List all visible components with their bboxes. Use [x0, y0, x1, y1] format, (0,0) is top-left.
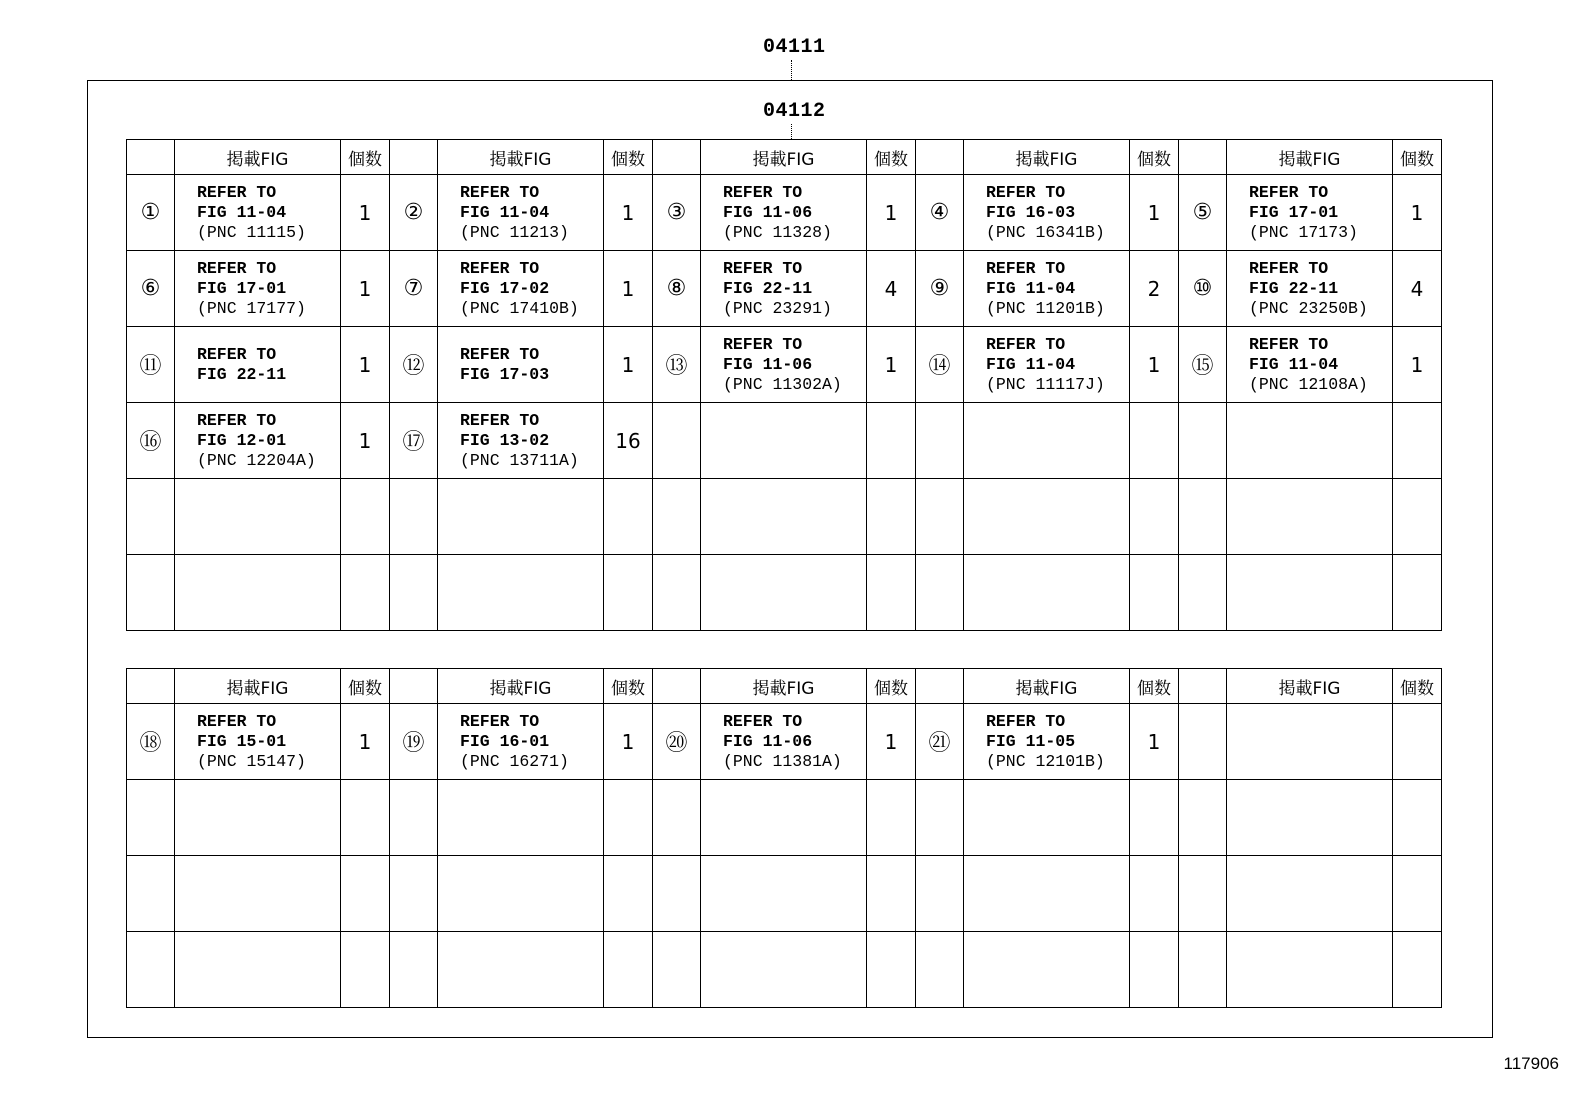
pnc-text: (PNC 11302A)	[723, 374, 842, 394]
fig-reference	[438, 403, 604, 479]
refer-to-text: REFER TO	[723, 711, 803, 731]
table-row	[127, 780, 1442, 856]
item-number	[1179, 932, 1227, 1008]
header-fig-label: 掲載FIG	[438, 140, 604, 175]
quantity-value	[1393, 932, 1442, 1008]
fig-reference	[701, 479, 867, 555]
quantity-value: 1	[867, 175, 916, 251]
header-fig-label: 掲載FIG	[964, 669, 1130, 704]
quantity-value	[341, 479, 390, 555]
item-number: ⑯	[127, 403, 175, 479]
item-number	[127, 479, 175, 555]
item-number: ⑰	[390, 403, 438, 479]
item-number	[390, 932, 438, 1008]
pnc-text: (PNC 23250B)	[1249, 298, 1368, 318]
header-fig-label: 掲載FIG	[175, 140, 341, 175]
quantity-value	[1393, 856, 1442, 932]
refer-to-text: REFER TO	[197, 410, 277, 430]
refer-to-text: REFER TO	[197, 344, 277, 364]
pnc-text: (PNC 17173)	[1249, 222, 1358, 242]
table-row	[127, 327, 1442, 403]
quantity-value: 2	[1130, 251, 1179, 327]
quantity-value: 1	[341, 403, 390, 479]
fig-reference	[175, 479, 341, 555]
parts-table-1	[126, 139, 1442, 631]
fig-reference	[701, 932, 867, 1008]
fig-reference	[438, 251, 604, 327]
pnc-text: (PNC 11117J)	[986, 374, 1105, 394]
quantity-value: 1	[604, 327, 653, 403]
item-number	[1179, 403, 1227, 479]
item-number	[653, 932, 701, 1008]
fig-number-text: FIG 16-01	[460, 731, 550, 751]
pnc-text: (PNC 17177)	[197, 298, 306, 318]
item-number	[653, 555, 701, 631]
item-number	[127, 555, 175, 631]
header-qty-label: 個数	[341, 669, 390, 704]
fig-reference	[1227, 327, 1393, 403]
item-number: ⑬	[653, 327, 701, 403]
pnc-text: (PNC 17410B)	[460, 298, 579, 318]
callout-outer: 04111	[763, 36, 826, 59]
quantity-value	[1130, 555, 1179, 631]
item-number	[916, 780, 964, 856]
item-number: ⑫	[390, 327, 438, 403]
item-number: ①	[127, 175, 175, 251]
header-fig-label: 掲載FIG	[1227, 140, 1393, 175]
pnc-text: (PNC 11115)	[197, 222, 306, 242]
fig-reference	[1227, 251, 1393, 327]
quantity-value: 16	[604, 403, 653, 479]
quantity-value: 4	[867, 251, 916, 327]
callout-inner: 04112	[763, 100, 826, 123]
refer-to-text: REFER TO	[723, 334, 803, 354]
header-qty-label: 個数	[867, 669, 916, 704]
fig-reference	[175, 403, 341, 479]
item-number	[1179, 780, 1227, 856]
item-number: ⑤	[1179, 175, 1227, 251]
pnc-text: (PNC 16341B)	[986, 222, 1105, 242]
figure-id: 117906	[1503, 1054, 1559, 1073]
fig-reference	[438, 175, 604, 251]
item-number	[916, 479, 964, 555]
refer-to-text: REFER TO	[460, 258, 540, 278]
header-qty-label: 個数	[867, 140, 916, 175]
fig-number-text: FIG 11-04	[986, 354, 1076, 374]
item-number	[1179, 555, 1227, 631]
item-number	[916, 555, 964, 631]
fig-reference	[438, 780, 604, 856]
fig-reference	[964, 932, 1130, 1008]
header-row	[127, 669, 1442, 704]
quantity-value	[867, 856, 916, 932]
fig-reference	[1227, 403, 1393, 479]
item-number	[390, 856, 438, 932]
fig-reference	[175, 856, 341, 932]
quantity-value	[867, 479, 916, 555]
item-number: ⑦	[390, 251, 438, 327]
fig-number-text: FIG 22-11	[1249, 278, 1339, 298]
quantity-value: 1	[1130, 327, 1179, 403]
fig-number-text: FIG 17-02	[460, 278, 550, 298]
quantity-value: 1	[867, 327, 916, 403]
pnc-text: (PNC 16271)	[460, 751, 569, 771]
fig-reference	[1227, 555, 1393, 631]
header-blank	[127, 669, 175, 704]
header-blank	[390, 140, 438, 175]
item-number: ⑮	[1179, 327, 1227, 403]
refer-to-text: REFER TO	[1249, 334, 1329, 354]
header-fig-label: 掲載FIG	[701, 669, 867, 704]
pnc-text: (PNC 11381A)	[723, 751, 842, 771]
fig-reference	[1227, 856, 1393, 932]
item-number	[1179, 856, 1227, 932]
refer-to-text: REFER TO	[723, 258, 803, 278]
header-qty-label: 個数	[1393, 669, 1442, 704]
pnc-text: (PNC 12204A)	[197, 450, 316, 470]
quantity-value	[1130, 932, 1179, 1008]
quantity-value	[1130, 780, 1179, 856]
fig-reference	[438, 327, 604, 403]
item-number	[390, 479, 438, 555]
fig-reference	[701, 403, 867, 479]
item-number	[653, 479, 701, 555]
quantity-value: 1	[604, 704, 653, 780]
fig-number-text: FIG 11-04	[460, 202, 550, 222]
fig-reference	[1227, 704, 1393, 780]
quantity-value	[867, 932, 916, 1008]
quantity-value: 1	[867, 704, 916, 780]
quantity-value	[1393, 555, 1442, 631]
fig-number-text: FIG 17-01	[1249, 202, 1339, 222]
pnc-text: (PNC 23291)	[723, 298, 832, 318]
quantity-value	[1130, 856, 1179, 932]
fig-reference	[1227, 175, 1393, 251]
header-qty-label: 個数	[1130, 669, 1179, 704]
header-blank	[653, 669, 701, 704]
refer-to-text: REFER TO	[986, 711, 1066, 731]
fig-reference	[175, 327, 341, 403]
fig-reference	[964, 175, 1130, 251]
header-blank	[1179, 140, 1227, 175]
fig-reference	[964, 780, 1130, 856]
item-number	[127, 780, 175, 856]
table-row	[127, 555, 1442, 631]
refer-to-text: REFER TO	[460, 410, 540, 430]
fig-reference	[701, 555, 867, 631]
refer-to-text: REFER TO	[197, 258, 277, 278]
header-fig-label: 掲載FIG	[701, 140, 867, 175]
refer-to-text: REFER TO	[1249, 258, 1329, 278]
fig-reference	[438, 704, 604, 780]
table-row	[127, 932, 1442, 1008]
fig-number-text: FIG 11-04	[197, 202, 287, 222]
item-number	[916, 403, 964, 479]
fig-reference	[175, 932, 341, 1008]
item-number: ⑲	[390, 704, 438, 780]
header-blank	[1179, 669, 1227, 704]
quantity-value	[867, 780, 916, 856]
header-fig-label: 掲載FIG	[964, 140, 1130, 175]
refer-to-text: REFER TO	[986, 258, 1066, 278]
fig-number-text: FIG 12-01	[197, 430, 287, 450]
quantity-value: 1	[341, 251, 390, 327]
fig-number-text: FIG 17-01	[197, 278, 287, 298]
quantity-value	[341, 932, 390, 1008]
fig-number-text: FIG 11-06	[723, 202, 813, 222]
item-number: ⑳	[653, 704, 701, 780]
item-number	[653, 856, 701, 932]
refer-to-text: REFER TO	[723, 182, 803, 202]
quantity-value	[1393, 403, 1442, 479]
fig-number-text: FIG 11-05	[986, 731, 1076, 751]
item-number	[916, 932, 964, 1008]
pnc-text: (PNC 12101B)	[986, 751, 1105, 771]
fig-reference	[964, 479, 1130, 555]
quantity-value	[341, 856, 390, 932]
fig-reference	[701, 856, 867, 932]
quantity-value	[341, 780, 390, 856]
item-number	[653, 403, 701, 479]
fig-reference	[701, 780, 867, 856]
item-number: ⑩	[1179, 251, 1227, 327]
pnc-text: (PNC 11213)	[460, 222, 569, 242]
header-qty-label: 個数	[1393, 140, 1442, 175]
item-number	[1179, 479, 1227, 555]
quantity-value	[604, 555, 653, 631]
quantity-value	[867, 555, 916, 631]
fig-reference	[438, 479, 604, 555]
quantity-value	[1130, 403, 1179, 479]
pnc-text: (PNC 11201B)	[986, 298, 1105, 318]
quantity-value	[867, 403, 916, 479]
header-qty-label: 個数	[604, 140, 653, 175]
fig-number-text: FIG 11-04	[986, 278, 1076, 298]
header-row	[127, 140, 1442, 175]
pnc-text: (PNC 15147)	[197, 751, 306, 771]
item-number: ⑭	[916, 327, 964, 403]
pnc-text: (PNC 11328)	[723, 222, 832, 242]
fig-reference	[1227, 932, 1393, 1008]
fig-number-text: FIG 22-11	[197, 364, 287, 384]
quantity-value: 1	[1393, 175, 1442, 251]
item-number	[916, 856, 964, 932]
fig-number-text: FIG 13-02	[460, 430, 550, 450]
fig-reference	[175, 175, 341, 251]
fig-reference	[964, 856, 1130, 932]
fig-reference	[964, 704, 1130, 780]
item-number: ⑪	[127, 327, 175, 403]
fig-reference	[964, 251, 1130, 327]
fig-reference	[701, 327, 867, 403]
refer-to-text: REFER TO	[460, 711, 540, 731]
quantity-value	[1393, 780, 1442, 856]
quantity-value: 1	[1130, 704, 1179, 780]
quantity-value	[341, 555, 390, 631]
refer-to-text: REFER TO	[986, 182, 1066, 202]
table-row	[127, 704, 1442, 780]
item-number	[127, 932, 175, 1008]
item-number: ②	[390, 175, 438, 251]
quantity-value	[604, 856, 653, 932]
item-number: ⑥	[127, 251, 175, 327]
fig-number-text: FIG 15-01	[197, 731, 287, 751]
parts-table-2	[126, 668, 1442, 1008]
refer-to-text: REFER TO	[1249, 182, 1329, 202]
table-row	[127, 175, 1442, 251]
header-qty-label: 個数	[341, 140, 390, 175]
fig-reference	[1227, 780, 1393, 856]
leader-line-inner	[791, 124, 792, 139]
fig-reference	[964, 403, 1130, 479]
quantity-value: 1	[1393, 327, 1442, 403]
refer-to-text: REFER TO	[460, 344, 540, 364]
item-number	[390, 780, 438, 856]
quantity-value: 1	[604, 251, 653, 327]
item-number	[127, 856, 175, 932]
fig-reference	[701, 175, 867, 251]
quantity-value: 1	[341, 704, 390, 780]
fig-number-text: FIG 11-06	[723, 354, 813, 374]
item-number	[653, 780, 701, 856]
item-number	[390, 555, 438, 631]
refer-to-text: REFER TO	[197, 182, 277, 202]
item-number: ⑧	[653, 251, 701, 327]
header-blank	[916, 140, 964, 175]
table-row	[127, 403, 1442, 479]
header-fig-label: 掲載FIG	[175, 669, 341, 704]
quantity-value	[1130, 479, 1179, 555]
fig-reference	[964, 327, 1130, 403]
header-blank	[390, 669, 438, 704]
quantity-value	[1393, 479, 1442, 555]
fig-reference	[1227, 479, 1393, 555]
item-number	[1179, 704, 1227, 780]
quantity-value: 1	[604, 175, 653, 251]
refer-to-text: REFER TO	[460, 182, 540, 202]
header-qty-label: 個数	[604, 669, 653, 704]
quantity-value: 1	[1130, 175, 1179, 251]
item-number: ㉑	[916, 704, 964, 780]
header-fig-label: 掲載FIG	[438, 669, 604, 704]
quantity-value	[604, 932, 653, 1008]
quantity-value	[604, 780, 653, 856]
fig-reference	[175, 780, 341, 856]
header-fig-label: 掲載FIG	[1227, 669, 1393, 704]
quantity-value: 1	[341, 327, 390, 403]
refer-to-text: REFER TO	[197, 711, 277, 731]
quantity-value: 1	[341, 175, 390, 251]
fig-reference	[701, 251, 867, 327]
pnc-text: (PNC 13711A)	[460, 450, 579, 470]
table-row	[127, 856, 1442, 932]
quantity-value	[604, 479, 653, 555]
item-number: ③	[653, 175, 701, 251]
item-number: ⑱	[127, 704, 175, 780]
header-blank	[127, 140, 175, 175]
header-qty-label: 個数	[1130, 140, 1179, 175]
item-number: ⑨	[916, 251, 964, 327]
quantity-value	[1393, 704, 1442, 780]
fig-number-text: FIG 16-03	[986, 202, 1076, 222]
fig-reference	[438, 932, 604, 1008]
item-number: ④	[916, 175, 964, 251]
fig-number-text: FIG 11-06	[723, 731, 813, 751]
fig-number-text: FIG 22-11	[723, 278, 813, 298]
header-blank	[653, 140, 701, 175]
table-row	[127, 251, 1442, 327]
leader-line-outer	[791, 60, 792, 80]
fig-reference	[175, 704, 341, 780]
fig-reference	[438, 555, 604, 631]
header-blank	[916, 669, 964, 704]
fig-reference	[701, 704, 867, 780]
fig-reference	[964, 555, 1130, 631]
fig-reference	[175, 555, 341, 631]
fig-number-text: FIG 17-03	[460, 364, 550, 384]
quantity-value: 4	[1393, 251, 1442, 327]
fig-number-text: FIG 11-04	[1249, 354, 1339, 374]
refer-to-text: REFER TO	[986, 334, 1066, 354]
table-row	[127, 479, 1442, 555]
fig-reference	[438, 856, 604, 932]
fig-reference	[175, 251, 341, 327]
pnc-text: (PNC 12108A)	[1249, 374, 1368, 394]
